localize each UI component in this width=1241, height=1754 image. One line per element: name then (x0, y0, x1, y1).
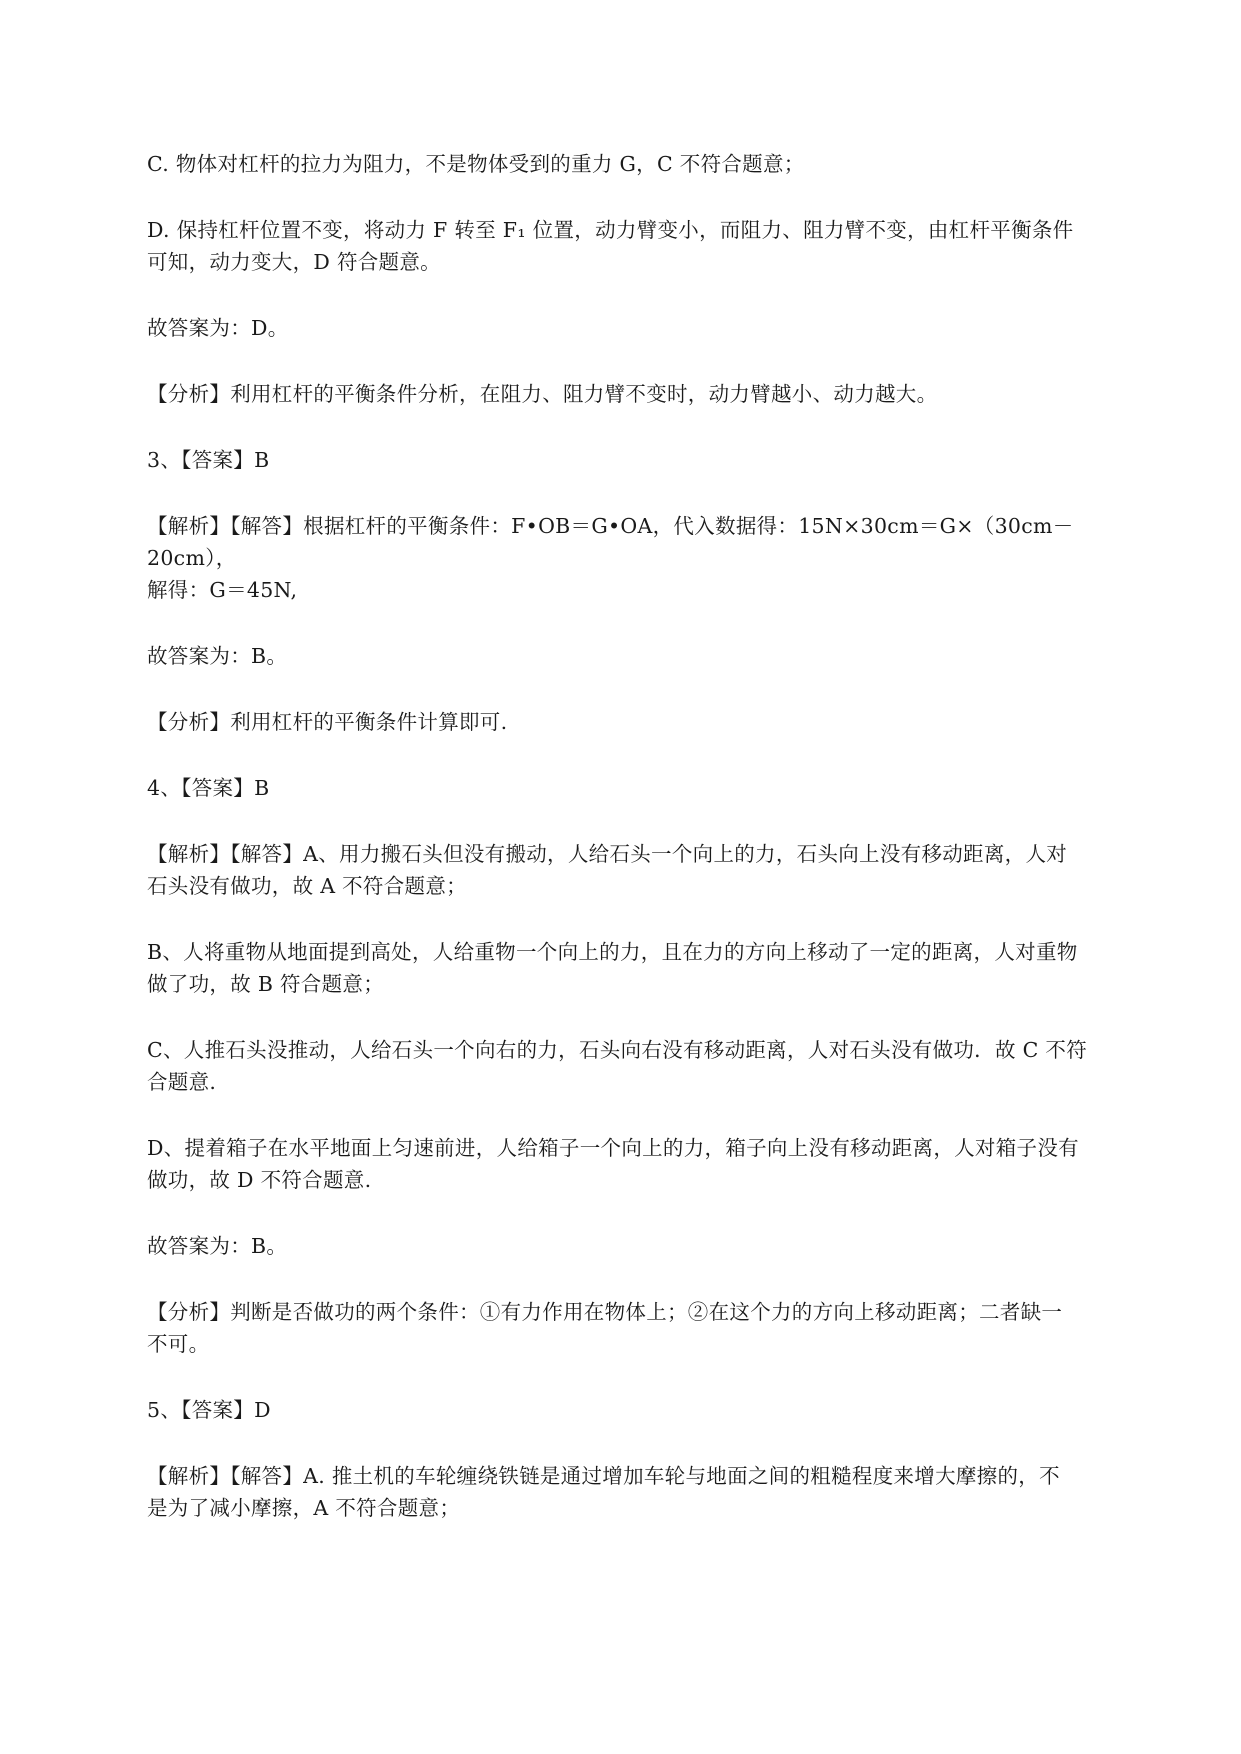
paragraph-analysis-3 (147, 706, 1147, 738)
paragraph-option-d (147, 214, 1147, 278)
text-line: 故答案为：D。 (147, 316, 289, 340)
document-page (147, 148, 1147, 1558)
text-line: 5、【答案】D (147, 1398, 271, 1422)
paragraph-analysis-4 (147, 1296, 1147, 1360)
text-line: D. 保持杠杆位置不变，将动力 F 转至 F₁ 位置，动力臂变小，而阻力、阻力臂不变，由杠杆平衡条件 (147, 218, 1074, 242)
paragraph-question-3-solution (147, 510, 1147, 606)
text-line: 3、【答案】B (147, 448, 270, 472)
paragraph-question-5-answer (147, 1394, 1147, 1426)
paragraph-question-5-option-a (147, 1460, 1147, 1524)
text-line: 不可。 (147, 1332, 210, 1356)
paragraph-answer-4 (147, 1230, 1147, 1262)
text-line: 【解析】【解答】A、用力搬石头但没有搬动，人给石头一个向上的力，石头向上没有移动距离，人对 (147, 842, 1068, 866)
text-line: 故答案为：B。 (147, 1234, 288, 1258)
text-line: 合题意. (147, 1070, 217, 1094)
paragraph-option-c (147, 148, 1147, 180)
paragraph-question-4-answer (147, 772, 1147, 804)
paragraph-question-4-option-c (147, 1034, 1147, 1098)
paragraph-question-4-option-b (147, 936, 1147, 1000)
paragraph-question-3-answer (147, 444, 1147, 476)
text-line: 故答案为：B。 (147, 644, 288, 668)
paragraph-analysis-2 (147, 378, 1147, 410)
text-line: 【分析】判断是否做功的两个条件：①有力作用在物体上；②在这个力的方向上移动距离；二者缺一 (147, 1300, 1063, 1324)
text-line: 解得：G＝45N, (147, 578, 298, 602)
text-line: 4、【答案】B (147, 776, 270, 800)
text-line: 可知，动力变大，D 符合题意。 (147, 250, 441, 274)
text-line: C、人推石头没推动，人给石头一个向右的力，石头向右没有移动距离，人对石头没有做功．故 C 不符 (147, 1038, 1088, 1062)
text-line: 做了功，故 B 符合题意； (147, 972, 384, 996)
text-line: 【分析】利用杠杆的平衡条件分析，在阻力、阻力臂不变时，动力臂越小、动力越大。 (147, 382, 938, 406)
text-line: 【分析】利用杠杆的平衡条件计算即可. (147, 710, 508, 734)
paragraph-answer-3 (147, 640, 1147, 672)
text-line: D、提着箱子在水平地面上匀速前进，人给箱子一个向上的力，箱子向上没有移动距离，人对箱子没有 (147, 1136, 1079, 1160)
text-line: 是为了减小摩擦，A 不符合题意； (147, 1496, 461, 1520)
text-line: 做功，故 D 不符合题意. (147, 1168, 372, 1192)
text-line: C. 物体对杠杆的拉力为阻力，不是物体受到的重力 G，C 不符合题意； (147, 152, 805, 176)
text-line: 【解析】【解答】根据杠杆的平衡条件：F•OB＝G•OA，代入数据得：15N×30cm＝G×（30cm－20cm）， (147, 514, 1074, 570)
paragraph-question-4-option-a (147, 838, 1147, 902)
text-line: B、人将重物从地面提到高处，人给重物一个向上的力，且在力的方向上移动了一定的距离，人对重物 (147, 940, 1078, 964)
paragraph-question-4-option-d (147, 1132, 1147, 1196)
text-line: 【解析】【解答】A. 推土机的车轮缠绕铁链是通过增加车轮与地面之间的粗糙程度来增大摩擦的，不 (147, 1464, 1060, 1488)
paragraph-answer-2 (147, 312, 1147, 344)
text-line: 石头没有做功，故 A 不符合题意； (147, 874, 467, 898)
